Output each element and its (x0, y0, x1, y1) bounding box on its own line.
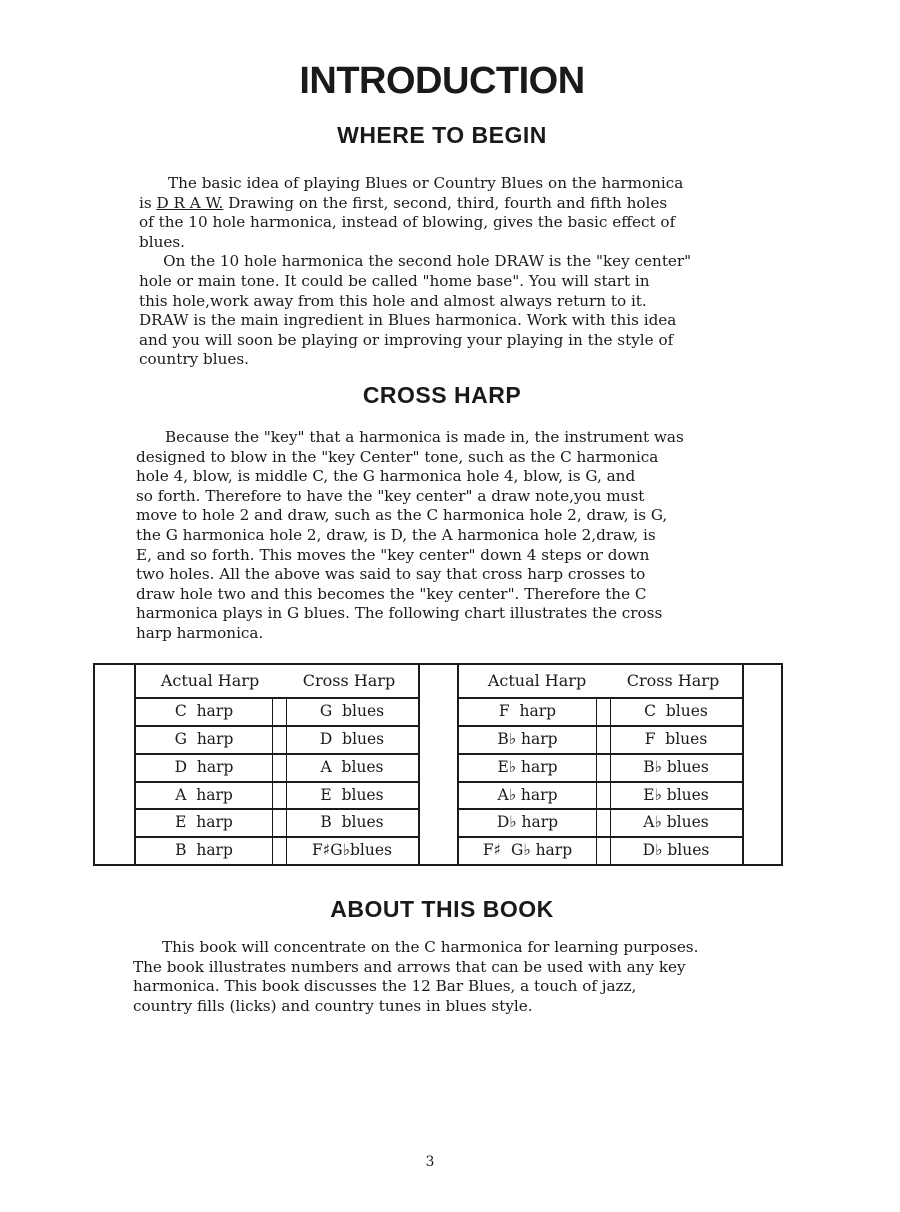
text-line: On the 10 hole harmonica the second hole DRAW is the "key center" (139, 252, 692, 271)
table-cell: E♭ harp (497, 758, 558, 776)
text-line: DRAW is the main ingredient in Blues harmonica. Work with this idea (139, 311, 677, 330)
table-cell: F♯ G♭ harp (482, 841, 573, 859)
text-line: This book will concentrate on the C harmonica for learning purposes. (133, 938, 699, 956)
text-line: E, and so forth. This moves the "key center" down 4 steps or down (136, 545, 650, 564)
table-rule (93, 663, 95, 866)
table-rule (93, 663, 783, 665)
table-cell: E♭ blues (643, 786, 709, 804)
about-this-book-heading: ABOUT THIS BOOK (330, 896, 554, 922)
table-cell: A harp (175, 786, 233, 804)
text-line: two holes. All the above was said to say that cross harp crosses to (136, 565, 646, 584)
table-cell: E blues (320, 786, 384, 804)
column-header: Actual Harp (487, 671, 587, 690)
page-title: INTRODUCTION (299, 60, 585, 102)
underlined-word: D R A W. (156, 193, 224, 212)
text-line: of the 10 hole harmonica, instead of blowing, gives the basic effect of (139, 213, 676, 232)
text-line: The basic idea of playing Blues or Country Blues on the harmonica (139, 174, 684, 192)
table-cell: B♭ harp (497, 730, 558, 748)
table-cell: B blues (320, 813, 384, 831)
text-line: Because the "key" that a harmonica is made in, the instrument was (136, 428, 684, 446)
table-cell: B harp (175, 841, 233, 859)
table-cell: B♭ blues (643, 758, 709, 776)
text-line: move to hole 2 and draw, such as the C harmonica hole 2, draw, is G, (136, 506, 668, 525)
table-cell: D♭ blues (642, 841, 710, 859)
table-rule (781, 663, 783, 866)
where-to-begin-heading: WHERE TO BEGIN (337, 122, 547, 148)
text-line: is D R A W. Drawing on the first, second, third, fourth and fifth holes (139, 193, 668, 212)
text-line: and you will soon be playing or improving your playing in the style of (139, 330, 674, 349)
table-cell: F blues (644, 730, 708, 748)
text-line: the G harmonica hole 2, draw, is D, the A harmonica hole 2,draw, is (136, 525, 656, 544)
table-cell: D blues (319, 730, 385, 748)
text-line: The book illustrates numbers and arrows that can be used with any key (133, 957, 686, 976)
table-cell: F♯G♭blues (312, 841, 392, 859)
table-cell: A♭ blues (643, 813, 709, 831)
table-cell: E harp (175, 813, 233, 831)
text-line: country fills (licks) and country tunes in blues style. (133, 996, 533, 1015)
table-cell: A blues (320, 758, 384, 776)
text-line: country blues. (139, 350, 249, 369)
table-cell: C harp (174, 702, 234, 720)
table-cell: C blues (644, 702, 708, 720)
table-cell: D harp (174, 758, 234, 776)
table-cell: A♭ harp (497, 786, 558, 804)
text-line: harmonica plays in G blues. The following chart illustrates the cross (136, 604, 663, 623)
column-header: Actual Harp (160, 671, 260, 690)
text-line: draw hole two and this becomes the "key center". Therefore the C (136, 584, 647, 603)
text-line: blues. (139, 232, 185, 251)
column-header: Cross Harp (626, 671, 720, 690)
table-cell: G blues (319, 702, 385, 720)
text-line: harmonica. This book discusses the 12 Bar Blues, a touch of jazz, (133, 977, 637, 996)
about-this-book-text (133, 938, 698, 1016)
text-line: hole 4, blow, is middle C, the G harmonica hole 4, blow, is G, and (136, 467, 636, 486)
cross-harp-text (136, 428, 684, 644)
table-cell: G harp (174, 730, 234, 748)
table-rule (418, 663, 420, 865)
text-line: so forth. Therefore to have the "key center" a draw note,you must (136, 486, 645, 505)
where-to-begin-text (139, 174, 691, 370)
table-cell: D♭ harp (496, 813, 559, 831)
text-line: designed to blow in the "key Center" tone, such as the C harmonica (136, 447, 659, 466)
cross-harp-heading: CROSS HARP (362, 382, 522, 408)
text-line: harp harmonica. (136, 623, 264, 642)
text-line: this hole,work away from this hole and almost always return to it. (139, 291, 647, 310)
column-header: Cross Harp (302, 671, 396, 690)
table-cell: F harp (498, 702, 557, 720)
table-rule (742, 663, 744, 865)
text-line: hole or main tone. It could be called "home base". You will start in (139, 271, 650, 290)
page-number: 3 (425, 1154, 435, 1170)
